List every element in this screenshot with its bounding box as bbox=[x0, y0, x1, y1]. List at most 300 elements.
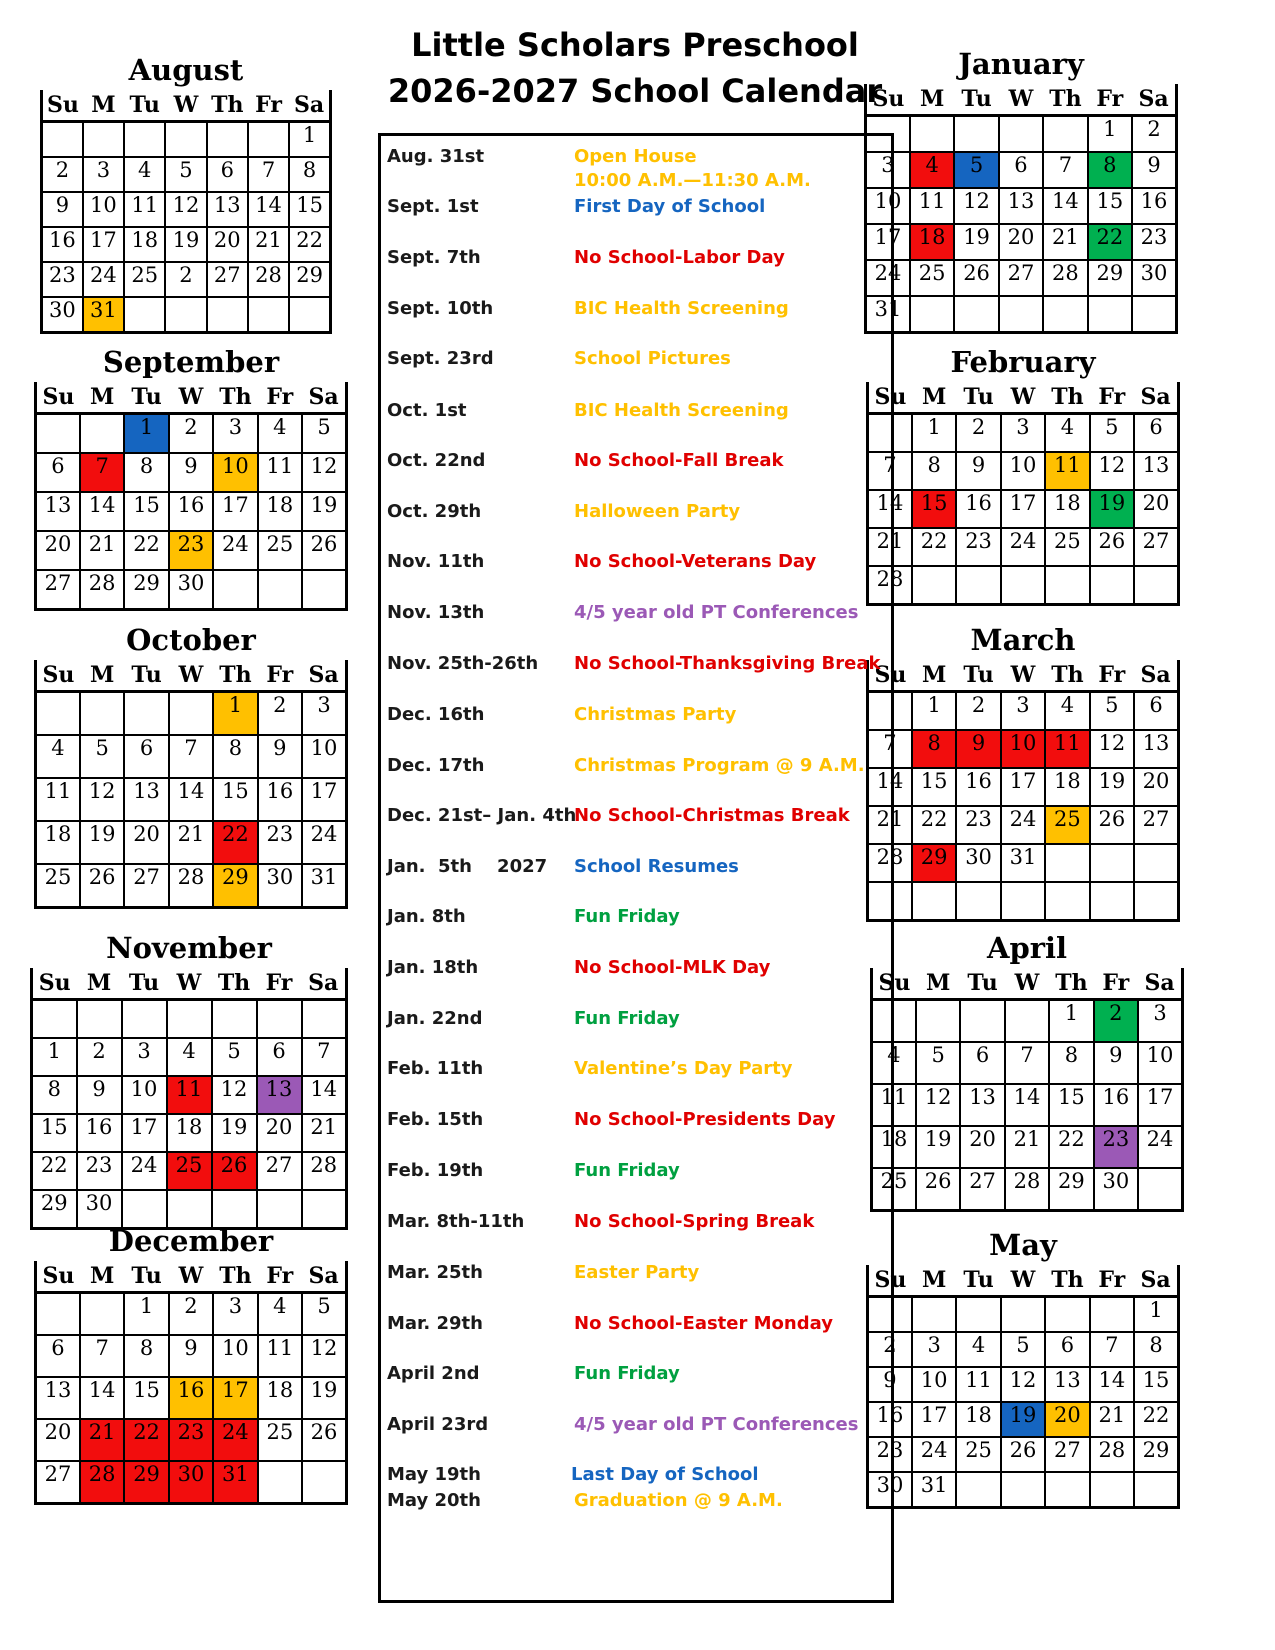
calendar-day: 6 bbox=[1134, 692, 1178, 731]
calendar-day: 7 bbox=[80, 453, 124, 492]
weekday-header: M bbox=[77, 968, 122, 1000]
event-date: April 2nd bbox=[387, 1363, 480, 1384]
calendar-week bbox=[42, 157, 331, 192]
month-name: October bbox=[126, 623, 256, 657]
calendar-day: 16 bbox=[956, 490, 1000, 528]
calendar-day: 14 bbox=[1090, 1367, 1134, 1402]
calendar-day: 13 bbox=[36, 492, 80, 531]
calendar-day: 24 bbox=[866, 260, 910, 296]
event-date: Nov. 11th bbox=[387, 551, 485, 572]
calendar-day: 3 bbox=[1001, 692, 1045, 731]
calendar-week bbox=[32, 1152, 347, 1190]
weekday-header: Tu bbox=[956, 660, 1000, 692]
calendar-day: 3 bbox=[83, 157, 124, 192]
calendar-day: 16 bbox=[1094, 1084, 1138, 1126]
calendar-day: 20 bbox=[1045, 1402, 1089, 1437]
event-description: Open House bbox=[574, 146, 697, 167]
calendar-week bbox=[868, 806, 1179, 844]
calendar-day: 22 bbox=[124, 1419, 168, 1461]
calendar-october bbox=[34, 620, 348, 909]
weekday-header: Fr bbox=[1090, 1265, 1134, 1297]
calendar-day: 12 bbox=[916, 1084, 960, 1126]
calendar-day: 28 bbox=[1043, 260, 1087, 296]
calendar-day: 14 bbox=[868, 768, 912, 806]
calendar-day: 12 bbox=[1090, 452, 1134, 490]
calendar-day: 23 bbox=[77, 1152, 122, 1190]
calendar-empty-cell bbox=[165, 122, 206, 158]
calendar-day: 22 bbox=[32, 1152, 77, 1190]
event-description: No School-Labor Day bbox=[574, 247, 785, 268]
calendar-empty-cell bbox=[912, 1297, 956, 1333]
calendar-day: 1 bbox=[32, 1038, 77, 1076]
calendar-day: 29 bbox=[912, 844, 956, 882]
calendar-day: 2 bbox=[956, 414, 1000, 453]
weekday-header: W bbox=[165, 90, 206, 122]
calendar-day: 18 bbox=[167, 1114, 212, 1152]
calendar-day: 20 bbox=[36, 1419, 80, 1461]
weekday-header: Sa bbox=[302, 1261, 346, 1293]
calendar-day: 11 bbox=[872, 1084, 916, 1126]
calendar-day: 5 bbox=[80, 735, 124, 778]
calendar-year: 2026-2027 School Calendar bbox=[387, 72, 883, 110]
calendar-day: 26 bbox=[302, 1419, 346, 1461]
calendar-day: 9 bbox=[868, 1367, 912, 1402]
weekday-header: Sa bbox=[289, 90, 330, 122]
calendar-day: 5 bbox=[165, 157, 206, 192]
calendar-empty-cell bbox=[956, 1297, 1000, 1333]
calendar-day: 29 bbox=[124, 570, 168, 610]
calendar-day: 25 bbox=[956, 1437, 1000, 1472]
calendar-day: 6 bbox=[960, 1042, 1004, 1084]
calendar-day: 9 bbox=[956, 730, 1000, 768]
event-date: Jan. 22nd bbox=[387, 1008, 483, 1029]
calendar-day: 14 bbox=[80, 1377, 124, 1419]
calendar-day: 30 bbox=[258, 864, 302, 908]
weekday-header: Th bbox=[1045, 660, 1089, 692]
calendar-day: 1 bbox=[912, 692, 956, 731]
event-description: Graduation @ 9 A.M. bbox=[574, 1490, 783, 1511]
calendar-day: 7 bbox=[868, 730, 912, 768]
calendar-empty-cell bbox=[1043, 116, 1087, 153]
calendar-day: 3 bbox=[122, 1038, 167, 1076]
calendar-day: 11 bbox=[1045, 452, 1089, 490]
calendar-day: 24 bbox=[912, 1437, 956, 1472]
calendar-day: 12 bbox=[302, 1335, 346, 1377]
calendar-day: 19 bbox=[80, 821, 124, 864]
calendar-empty-cell bbox=[1001, 1297, 1045, 1333]
school-name: Little Scholars Preschool bbox=[411, 26, 859, 64]
event-description: Fun Friday bbox=[574, 1363, 680, 1384]
calendar-day: 20 bbox=[124, 821, 168, 864]
calendar-day: 16 bbox=[77, 1114, 122, 1152]
calendar-day: 11 bbox=[36, 778, 80, 821]
calendar-week bbox=[868, 1297, 1179, 1333]
event-date: Oct. 1st bbox=[387, 400, 467, 421]
calendar-day: 27 bbox=[124, 864, 168, 908]
calendar-week bbox=[36, 692, 347, 736]
calendar-week bbox=[36, 492, 347, 531]
calendar-day: 27 bbox=[1134, 806, 1178, 844]
calendar-day: 10 bbox=[83, 192, 124, 227]
event-description: Fun Friday bbox=[574, 1008, 680, 1029]
event-date: Sept. 23rd bbox=[387, 348, 494, 369]
calendar-day: 25 bbox=[1045, 806, 1089, 844]
event-description: School Pictures bbox=[574, 348, 731, 369]
weekday-header: Su bbox=[868, 382, 912, 414]
calendar-week bbox=[866, 152, 1177, 188]
weekday-header: Fr bbox=[258, 1261, 302, 1293]
event-description: No School-Easter Monday bbox=[574, 1313, 833, 1334]
calendar-day: 10 bbox=[213, 1335, 257, 1377]
calendar-day: 15 bbox=[912, 768, 956, 806]
calendar-day: 6 bbox=[36, 453, 80, 492]
weekday-header: Tu bbox=[960, 968, 1004, 1000]
calendar-week bbox=[868, 452, 1179, 490]
calendar-day: 11 bbox=[1045, 730, 1089, 768]
calendar-day: 2 bbox=[165, 262, 206, 297]
calendar-week bbox=[866, 296, 1177, 333]
calendar-empty-cell bbox=[36, 414, 80, 454]
calendar-empty-cell bbox=[36, 1293, 80, 1336]
calendar-day: 1 bbox=[912, 414, 956, 453]
weekday-header: Sa bbox=[1132, 84, 1176, 116]
calendar-day: 30 bbox=[77, 1190, 122, 1229]
calendar-day: 25 bbox=[36, 864, 80, 908]
calendar-empty-cell bbox=[42, 122, 83, 158]
calendar-day: 28 bbox=[80, 1461, 124, 1504]
calendar-day: 26 bbox=[1001, 1437, 1045, 1472]
calendar-day: 1 bbox=[1088, 116, 1132, 153]
weekday-header: M bbox=[912, 382, 956, 414]
event-description: No School-Fall Break bbox=[574, 450, 784, 471]
event-description: Easter Party bbox=[574, 1262, 700, 1283]
calendar-week bbox=[32, 1114, 347, 1152]
calendar-week bbox=[872, 1084, 1183, 1126]
weekday-header: Tu bbox=[956, 1265, 1000, 1297]
event-description: No School-MLK Day bbox=[574, 957, 771, 978]
calendar-day: 19 bbox=[916, 1126, 960, 1168]
calendar-empty-cell bbox=[1001, 1472, 1045, 1508]
weekday-header: Sa bbox=[1138, 968, 1182, 1000]
weekday-header: Fr bbox=[1094, 968, 1138, 1000]
calendar-day: 20 bbox=[1134, 490, 1178, 528]
calendar-day: 27 bbox=[999, 260, 1043, 296]
calendar-day: 26 bbox=[80, 864, 124, 908]
calendar-week bbox=[868, 882, 1179, 921]
calendar-day: 21 bbox=[248, 227, 289, 262]
calendar-day: 8 bbox=[213, 735, 257, 778]
calendar-week bbox=[42, 297, 331, 333]
calendar-day: 31 bbox=[1001, 844, 1045, 882]
calendar-empty-cell bbox=[1090, 1472, 1134, 1508]
calendar-day: 24 bbox=[213, 1419, 257, 1461]
calendar-week bbox=[32, 1038, 347, 1076]
event-date: Jan. 18th bbox=[387, 957, 479, 978]
calendar-day: 23 bbox=[868, 1437, 912, 1472]
calendar-day: 26 bbox=[954, 260, 998, 296]
event-description: No School-Veterans Day bbox=[574, 551, 817, 572]
calendar-day: 14 bbox=[868, 490, 912, 528]
calendar-empty-cell bbox=[1090, 882, 1134, 921]
calendar-january bbox=[864, 44, 1178, 334]
weekday-header: Tu bbox=[124, 382, 168, 414]
calendar-week bbox=[36, 778, 347, 821]
calendar-day: 18 bbox=[910, 224, 954, 260]
calendar-day: 20 bbox=[207, 227, 248, 262]
calendar-day: 9 bbox=[169, 453, 213, 492]
weekday-header: W bbox=[167, 968, 212, 1000]
calendar-empty-cell bbox=[1001, 882, 1045, 921]
event-description: BIC Health Screening bbox=[574, 400, 789, 421]
calendar-day: 7 bbox=[868, 452, 912, 490]
calendar-day: 10 bbox=[122, 1076, 167, 1114]
calendar-empty-cell bbox=[1001, 566, 1045, 605]
calendar-day: 28 bbox=[169, 864, 213, 908]
weekday-header: Th bbox=[1045, 382, 1089, 414]
calendar-empty-cell bbox=[1005, 1000, 1049, 1043]
calendar-day: 4 bbox=[956, 1332, 1000, 1367]
weekday-header: M bbox=[80, 1261, 124, 1293]
calendar-day: 25 bbox=[872, 1168, 916, 1211]
calendar-day: 28 bbox=[1090, 1437, 1134, 1472]
events-list bbox=[378, 133, 894, 1603]
calendar-day: 21 bbox=[80, 531, 124, 570]
calendar-day: 19 bbox=[165, 227, 206, 262]
weekday-header: Th bbox=[213, 660, 257, 692]
calendar-day: 10 bbox=[866, 188, 910, 224]
weekday-header: Sa bbox=[1134, 382, 1178, 414]
calendar-day: 15 bbox=[912, 490, 956, 528]
weekday-header: M bbox=[912, 660, 956, 692]
event-date: Oct. 29th bbox=[387, 501, 482, 522]
calendar-day: 26 bbox=[916, 1168, 960, 1211]
calendar-day: 22 bbox=[1049, 1126, 1093, 1168]
month-name: February bbox=[950, 345, 1096, 379]
weekday-header: W bbox=[169, 660, 213, 692]
calendar-week bbox=[866, 188, 1177, 224]
calendar-day: 29 bbox=[213, 864, 257, 908]
calendar-empty-cell bbox=[912, 566, 956, 605]
calendar-empty-cell bbox=[1045, 844, 1089, 882]
calendar-day: 15 bbox=[213, 778, 257, 821]
calendar-week bbox=[36, 735, 347, 778]
calendar-week bbox=[36, 570, 347, 610]
calendar-day: 30 bbox=[1132, 260, 1176, 296]
calendar-day: 9 bbox=[1094, 1042, 1138, 1084]
calendar-empty-cell bbox=[124, 122, 165, 158]
calendar-may bbox=[866, 1225, 1180, 1509]
month-name: March bbox=[970, 623, 1076, 657]
calendar-day: 18 bbox=[36, 821, 80, 864]
calendar-day: 20 bbox=[999, 224, 1043, 260]
event-description: Valentine’s Day Party bbox=[574, 1058, 793, 1079]
calendar-day: 5 bbox=[1001, 1332, 1045, 1367]
calendar-day: 5 bbox=[212, 1038, 257, 1076]
calendar-day: 17 bbox=[1001, 768, 1045, 806]
weekday-header: Su bbox=[32, 968, 77, 1000]
weekday-header: Tu bbox=[124, 660, 168, 692]
calendar-empty-cell bbox=[258, 1461, 302, 1504]
calendar-day: 4 bbox=[258, 1293, 302, 1336]
calendar-empty-cell bbox=[916, 1000, 960, 1043]
calendar-february bbox=[866, 342, 1180, 606]
calendar-day: 3 bbox=[213, 414, 257, 454]
calendar-day: 14 bbox=[1005, 1084, 1049, 1126]
calendar-empty-cell bbox=[258, 570, 302, 610]
event-date: Dec. 17th bbox=[387, 755, 485, 776]
weekday-header: W bbox=[169, 382, 213, 414]
calendar-day: 24 bbox=[122, 1152, 167, 1190]
calendar-day: 5 bbox=[916, 1042, 960, 1084]
weekday-header: Sa bbox=[302, 660, 346, 692]
calendar-day: 3 bbox=[1138, 1000, 1182, 1043]
month-name: August bbox=[128, 53, 244, 87]
event-description: First Day of School bbox=[574, 196, 766, 217]
weekday-header: M bbox=[912, 1265, 956, 1297]
calendar-day: 17 bbox=[302, 778, 346, 821]
calendar-empty-cell bbox=[248, 297, 289, 333]
weekday-header: M bbox=[910, 84, 954, 116]
calendar-day: 8 bbox=[289, 157, 330, 192]
event-description: No School-Spring Break bbox=[574, 1211, 815, 1232]
calendar-day: 4 bbox=[36, 735, 80, 778]
calendar-day: 7 bbox=[302, 1038, 347, 1076]
calendar-day: 8 bbox=[912, 730, 956, 768]
calendar-day: 17 bbox=[122, 1114, 167, 1152]
calendar-week bbox=[868, 1367, 1179, 1402]
calendar-day: 30 bbox=[1094, 1168, 1138, 1211]
calendar-day: 21 bbox=[1005, 1126, 1049, 1168]
calendar-empty-cell bbox=[1088, 296, 1132, 333]
calendar-empty-cell bbox=[83, 122, 124, 158]
month-name: May bbox=[989, 1228, 1057, 1262]
calendar-day: 15 bbox=[1134, 1367, 1178, 1402]
weekday-header: Tu bbox=[956, 382, 1000, 414]
page-title bbox=[380, 22, 890, 114]
calendar-day: 11 bbox=[258, 1335, 302, 1377]
calendar-day: 24 bbox=[302, 821, 346, 864]
calendar-day: 14 bbox=[80, 492, 124, 531]
calendar-september bbox=[34, 342, 348, 611]
calendar-day: 21 bbox=[80, 1419, 124, 1461]
weekday-header: Th bbox=[213, 382, 257, 414]
weekday-header: Th bbox=[1045, 1265, 1089, 1297]
calendar-empty-cell bbox=[77, 1000, 122, 1039]
calendar-day: 23 bbox=[1094, 1126, 1138, 1168]
weekday-header: Sa bbox=[302, 382, 346, 414]
weekday-header: M bbox=[80, 382, 124, 414]
calendar-day: 13 bbox=[999, 188, 1043, 224]
calendar-day: 2 bbox=[169, 1293, 213, 1336]
calendar-day: 8 bbox=[1088, 152, 1132, 188]
calendar-empty-cell bbox=[207, 297, 248, 333]
event-date: Sept. 1st bbox=[387, 196, 479, 217]
calendar-day: 9 bbox=[169, 1335, 213, 1377]
calendar-day: 22 bbox=[289, 227, 330, 262]
calendar-day: 23 bbox=[1132, 224, 1176, 260]
calendar-day: 2 bbox=[1132, 116, 1176, 153]
calendar-day: 17 bbox=[866, 224, 910, 260]
calendar-empty-cell bbox=[257, 1000, 302, 1039]
calendar-day: 15 bbox=[124, 492, 168, 531]
calendar-empty-cell bbox=[1043, 296, 1087, 333]
calendar-week bbox=[36, 1461, 347, 1504]
calendar-week bbox=[36, 821, 347, 864]
calendar-day: 16 bbox=[42, 227, 83, 262]
calendar-empty-cell bbox=[1045, 566, 1089, 605]
calendar-day: 21 bbox=[868, 806, 912, 844]
calendar-day: 8 bbox=[32, 1076, 77, 1114]
calendar-day: 12 bbox=[1090, 730, 1134, 768]
calendar-day: 24 bbox=[1001, 528, 1045, 566]
weekday-header: W bbox=[1001, 660, 1045, 692]
calendar-day: 23 bbox=[956, 528, 1000, 566]
calendar-day: 9 bbox=[1132, 152, 1176, 188]
month-name: April bbox=[986, 931, 1068, 965]
calendar-day: 6 bbox=[1134, 414, 1178, 453]
event-description: School Resumes bbox=[574, 856, 739, 877]
calendar-empty-cell bbox=[289, 297, 330, 333]
calendar-empty-cell bbox=[1045, 1472, 1089, 1508]
calendar-week bbox=[42, 192, 331, 227]
calendar-day: 17 bbox=[83, 227, 124, 262]
calendar-day: 1 bbox=[124, 1293, 168, 1336]
calendar-day: 10 bbox=[213, 453, 257, 492]
calendar-week bbox=[868, 730, 1179, 768]
calendar-week bbox=[872, 1126, 1183, 1168]
calendar-day: 9 bbox=[77, 1076, 122, 1114]
calendar-day: 16 bbox=[956, 768, 1000, 806]
month-name: November bbox=[106, 931, 272, 965]
weekday-header: Su bbox=[872, 968, 916, 1000]
calendar-week bbox=[868, 1402, 1179, 1437]
weekday-header: Su bbox=[36, 660, 80, 692]
calendar-empty-cell bbox=[1045, 1297, 1089, 1333]
calendar-week bbox=[42, 262, 331, 297]
calendar-day: 1 bbox=[1134, 1297, 1178, 1333]
calendar-day: 20 bbox=[1134, 768, 1178, 806]
calendar-day: 23 bbox=[169, 531, 213, 570]
calendar-day: 12 bbox=[302, 453, 346, 492]
calendar-week bbox=[868, 844, 1179, 882]
calendar-day: 8 bbox=[124, 1335, 168, 1377]
calendar-week bbox=[868, 490, 1179, 528]
calendar-day: 10 bbox=[912, 1367, 956, 1402]
calendar-day: 23 bbox=[258, 821, 302, 864]
calendar-week bbox=[36, 1293, 347, 1336]
event-date: Mar. 25th bbox=[387, 1262, 483, 1283]
weekday-header: Th bbox=[213, 1261, 257, 1293]
calendar-day: 15 bbox=[32, 1114, 77, 1152]
event-description: No School-Christmas Break bbox=[574, 805, 850, 826]
event-date: Feb. 11th bbox=[387, 1058, 484, 1079]
calendar-day: 5 bbox=[302, 414, 346, 454]
calendar-day: 13 bbox=[1134, 452, 1178, 490]
calendar-day: 7 bbox=[1090, 1332, 1134, 1367]
calendar-day: 2 bbox=[1094, 1000, 1138, 1043]
calendar-day: 22 bbox=[124, 531, 168, 570]
calendar-week bbox=[868, 768, 1179, 806]
calendar-day: 2 bbox=[77, 1038, 122, 1076]
calendar-empty-cell bbox=[169, 692, 213, 736]
calendar-empty-cell bbox=[1138, 1168, 1182, 1211]
event-date: Nov. 25th-26th bbox=[387, 653, 539, 674]
calendar-empty-cell bbox=[1090, 844, 1134, 882]
calendar-day: 28 bbox=[868, 566, 912, 605]
weekday-header: Tu bbox=[122, 968, 167, 1000]
weekday-header: Fr bbox=[1090, 660, 1134, 692]
calendar-day: 27 bbox=[1134, 528, 1178, 566]
